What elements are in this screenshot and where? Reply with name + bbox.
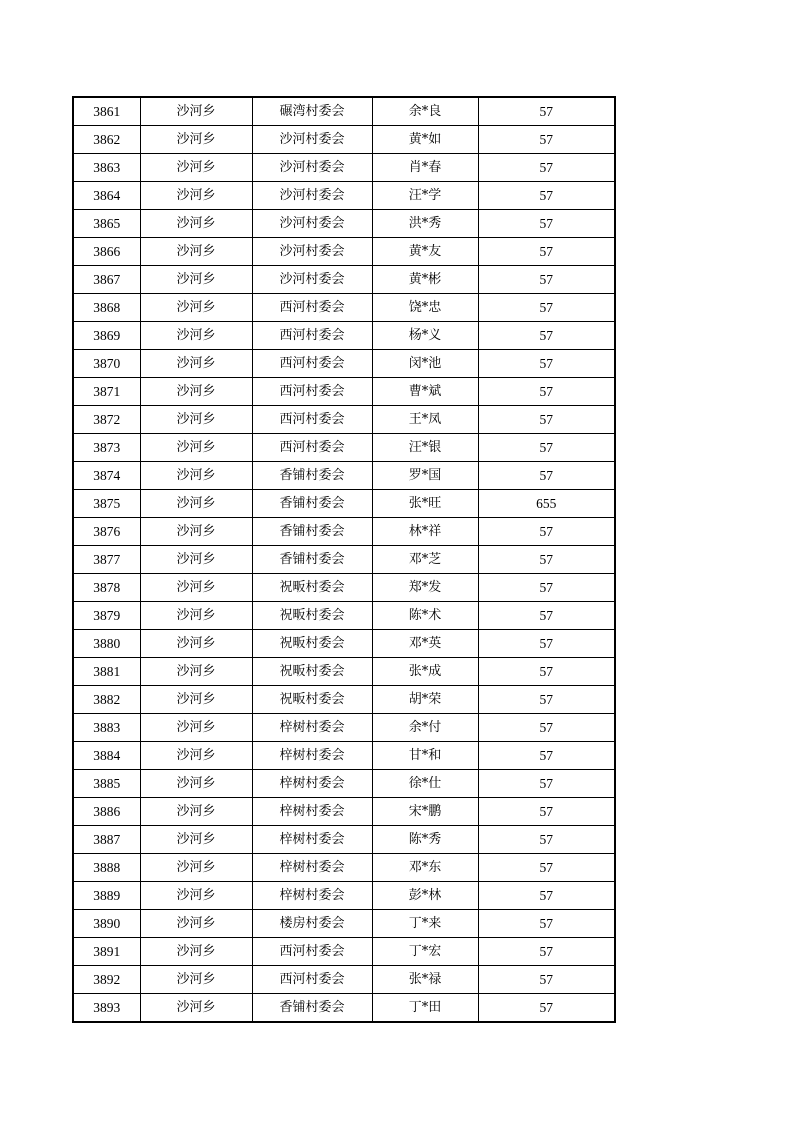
serial-number-cell: 3887 <box>73 826 140 854</box>
serial-number-cell: 3871 <box>73 378 140 406</box>
person-name-cell: 罗*国 <box>372 462 478 490</box>
township-cell: 沙河乡 <box>140 238 252 266</box>
village-committee-cell: 梓树村委会 <box>252 770 372 798</box>
amount-cell: 57 <box>478 406 615 434</box>
amount-cell: 57 <box>478 266 615 294</box>
township-cell: 沙河乡 <box>140 322 252 350</box>
table-row <box>73 97 615 126</box>
township-cell: 沙河乡 <box>140 742 252 770</box>
person-name-cell: 余*付 <box>372 714 478 742</box>
village-committee-cell: 香铺村委会 <box>252 518 372 546</box>
township-cell: 沙河乡 <box>140 658 252 686</box>
township-cell: 沙河乡 <box>140 826 252 854</box>
serial-number-cell: 3879 <box>73 602 140 630</box>
township-cell: 沙河乡 <box>140 546 252 574</box>
serial-number-cell: 3865 <box>73 210 140 238</box>
table-row <box>73 490 615 518</box>
amount-cell: 57 <box>478 210 615 238</box>
serial-number-cell: 3867 <box>73 266 140 294</box>
table-row <box>73 798 615 826</box>
table-body <box>73 97 615 1022</box>
table-row <box>73 154 615 182</box>
amount-cell: 57 <box>478 854 615 882</box>
village-committee-cell: 梓树村委会 <box>252 798 372 826</box>
village-committee-cell: 祝畈村委会 <box>252 686 372 714</box>
serial-number-cell: 3893 <box>73 994 140 1023</box>
table-row <box>73 574 615 602</box>
table-row <box>73 770 615 798</box>
amount-cell: 57 <box>478 378 615 406</box>
amount-cell: 57 <box>478 462 615 490</box>
person-name-cell: 张*禄 <box>372 966 478 994</box>
table-row <box>73 630 615 658</box>
serial-number-cell: 3876 <box>73 518 140 546</box>
person-name-cell: 汪*学 <box>372 182 478 210</box>
amount-cell: 57 <box>478 154 615 182</box>
person-name-cell: 黄*如 <box>372 126 478 154</box>
serial-number-cell: 3888 <box>73 854 140 882</box>
serial-number-cell: 3884 <box>73 742 140 770</box>
person-name-cell: 王*凤 <box>372 406 478 434</box>
table-row <box>73 294 615 322</box>
township-cell: 沙河乡 <box>140 126 252 154</box>
village-committee-cell: 西河村委会 <box>252 434 372 462</box>
person-name-cell: 彭*林 <box>372 882 478 910</box>
serial-number-cell: 3863 <box>73 154 140 182</box>
township-cell: 沙河乡 <box>140 97 252 126</box>
village-committee-cell: 梓树村委会 <box>252 714 372 742</box>
serial-number-cell: 3872 <box>73 406 140 434</box>
amount-cell: 57 <box>478 798 615 826</box>
village-committee-cell: 梓树村委会 <box>252 742 372 770</box>
amount-cell: 57 <box>478 630 615 658</box>
serial-number-cell: 3862 <box>73 126 140 154</box>
table-row <box>73 882 615 910</box>
amount-cell: 57 <box>478 826 615 854</box>
serial-number-cell: 3883 <box>73 714 140 742</box>
township-cell: 沙河乡 <box>140 294 252 322</box>
township-cell: 沙河乡 <box>140 406 252 434</box>
person-name-cell: 饶*忠 <box>372 294 478 322</box>
person-name-cell: 闵*池 <box>372 350 478 378</box>
amount-cell: 57 <box>478 882 615 910</box>
township-cell: 沙河乡 <box>140 882 252 910</box>
person-name-cell: 邓*英 <box>372 630 478 658</box>
village-committee-cell: 沙河村委会 <box>252 182 372 210</box>
serial-number-cell: 3877 <box>73 546 140 574</box>
table-row <box>73 714 615 742</box>
village-committee-cell: 祝畈村委会 <box>252 630 372 658</box>
amount-cell: 57 <box>478 602 615 630</box>
person-name-cell: 徐*仕 <box>372 770 478 798</box>
village-committee-cell: 西河村委会 <box>252 966 372 994</box>
village-committee-cell: 西河村委会 <box>252 406 372 434</box>
serial-number-cell: 3874 <box>73 462 140 490</box>
person-name-cell: 黄*彬 <box>372 266 478 294</box>
table-row <box>73 938 615 966</box>
serial-number-cell: 3873 <box>73 434 140 462</box>
serial-number-cell: 3892 <box>73 966 140 994</box>
serial-number-cell: 3878 <box>73 574 140 602</box>
village-committee-cell: 香铺村委会 <box>252 994 372 1023</box>
amount-cell: 57 <box>478 518 615 546</box>
village-committee-cell: 西河村委会 <box>252 350 372 378</box>
amount-cell: 57 <box>478 126 615 154</box>
amount-cell: 57 <box>478 686 615 714</box>
table-row <box>73 686 615 714</box>
table-row <box>73 518 615 546</box>
serial-number-cell: 3880 <box>73 630 140 658</box>
table-row <box>73 966 615 994</box>
township-cell: 沙河乡 <box>140 966 252 994</box>
serial-number-cell: 3882 <box>73 686 140 714</box>
person-name-cell: 洪*秀 <box>372 210 478 238</box>
table-row <box>73 378 615 406</box>
serial-number-cell: 3866 <box>73 238 140 266</box>
person-name-cell: 杨*义 <box>372 322 478 350</box>
amount-cell: 57 <box>478 322 615 350</box>
township-cell: 沙河乡 <box>140 490 252 518</box>
serial-number-cell: 3861 <box>73 97 140 126</box>
village-committee-cell: 沙河村委会 <box>252 238 372 266</box>
village-committee-cell: 祝畈村委会 <box>252 658 372 686</box>
serial-number-cell: 3868 <box>73 294 140 322</box>
table-row <box>73 854 615 882</box>
village-committee-cell: 沙河村委会 <box>252 154 372 182</box>
village-committee-cell: 香铺村委会 <box>252 490 372 518</box>
person-name-cell: 甘*和 <box>372 742 478 770</box>
township-cell: 沙河乡 <box>140 630 252 658</box>
village-committee-cell: 香铺村委会 <box>252 546 372 574</box>
township-cell: 沙河乡 <box>140 910 252 938</box>
table-row <box>73 182 615 210</box>
person-name-cell: 宋*鹏 <box>372 798 478 826</box>
amount-cell: 57 <box>478 994 615 1023</box>
village-committee-cell: 沙河村委会 <box>252 126 372 154</box>
serial-number-cell: 3870 <box>73 350 140 378</box>
village-committee-cell: 梓树村委会 <box>252 854 372 882</box>
amount-cell: 57 <box>478 434 615 462</box>
table-row <box>73 434 615 462</box>
person-name-cell: 邓*东 <box>372 854 478 882</box>
village-committee-cell: 楼房村委会 <box>252 910 372 938</box>
village-committee-cell: 梓树村委会 <box>252 826 372 854</box>
table-row <box>73 910 615 938</box>
table-row <box>73 826 615 854</box>
township-cell: 沙河乡 <box>140 378 252 406</box>
table-row <box>73 546 615 574</box>
table-row <box>73 322 615 350</box>
person-name-cell: 林*祥 <box>372 518 478 546</box>
township-cell: 沙河乡 <box>140 686 252 714</box>
amount-cell: 57 <box>478 97 615 126</box>
amount-cell: 57 <box>478 182 615 210</box>
serial-number-cell: 3875 <box>73 490 140 518</box>
amount-cell: 57 <box>478 910 615 938</box>
person-name-cell: 张*成 <box>372 658 478 686</box>
person-name-cell: 邓*芝 <box>372 546 478 574</box>
serial-number-cell: 3886 <box>73 798 140 826</box>
village-committee-cell: 西河村委会 <box>252 378 372 406</box>
amount-cell: 57 <box>478 938 615 966</box>
serial-number-cell: 3869 <box>73 322 140 350</box>
township-cell: 沙河乡 <box>140 574 252 602</box>
serial-number-cell: 3864 <box>73 182 140 210</box>
amount-cell: 57 <box>478 574 615 602</box>
person-name-cell: 张*旺 <box>372 490 478 518</box>
amount-cell: 57 <box>478 770 615 798</box>
amount-cell: 57 <box>478 350 615 378</box>
serial-number-cell: 3885 <box>73 770 140 798</box>
village-committee-cell: 沙河村委会 <box>252 266 372 294</box>
township-cell: 沙河乡 <box>140 210 252 238</box>
amount-cell: 57 <box>478 294 615 322</box>
table-row <box>73 266 615 294</box>
person-name-cell: 曹*斌 <box>372 378 478 406</box>
person-name-cell: 余*良 <box>372 97 478 126</box>
township-cell: 沙河乡 <box>140 938 252 966</box>
table-row <box>73 126 615 154</box>
table-row <box>73 462 615 490</box>
village-committee-cell: 沙河村委会 <box>252 210 372 238</box>
serial-number-cell: 3890 <box>73 910 140 938</box>
table-row <box>73 210 615 238</box>
table-row <box>73 742 615 770</box>
table-row <box>73 658 615 686</box>
township-cell: 沙河乡 <box>140 798 252 826</box>
person-name-cell: 丁*田 <box>372 994 478 1023</box>
township-cell: 沙河乡 <box>140 266 252 294</box>
table-row <box>73 406 615 434</box>
person-name-cell: 郑*发 <box>372 574 478 602</box>
amount-cell: 57 <box>478 546 615 574</box>
person-name-cell: 肖*春 <box>372 154 478 182</box>
village-committee-cell: 梓树村委会 <box>252 882 372 910</box>
person-name-cell: 黄*友 <box>372 238 478 266</box>
amount-cell: 57 <box>478 742 615 770</box>
township-cell: 沙河乡 <box>140 350 252 378</box>
person-name-cell: 汪*银 <box>372 434 478 462</box>
township-cell: 沙河乡 <box>140 770 252 798</box>
township-cell: 沙河乡 <box>140 518 252 546</box>
township-cell: 沙河乡 <box>140 714 252 742</box>
township-cell: 沙河乡 <box>140 182 252 210</box>
table-row <box>73 602 615 630</box>
person-name-cell: 陈*秀 <box>372 826 478 854</box>
township-cell: 沙河乡 <box>140 602 252 630</box>
village-committee-cell: 西河村委会 <box>252 322 372 350</box>
person-name-cell: 丁*来 <box>372 910 478 938</box>
table-row <box>73 994 615 1023</box>
serial-number-cell: 3889 <box>73 882 140 910</box>
amount-cell: 57 <box>478 966 615 994</box>
amount-cell: 57 <box>478 658 615 686</box>
serial-number-cell: 3891 <box>73 938 140 966</box>
amount-cell: 57 <box>478 238 615 266</box>
village-committee-cell: 祝畈村委会 <box>252 602 372 630</box>
township-cell: 沙河乡 <box>140 434 252 462</box>
person-name-cell: 陈*术 <box>372 602 478 630</box>
village-committee-cell: 香铺村委会 <box>252 462 372 490</box>
amount-cell: 655 <box>478 490 615 518</box>
table-row <box>73 350 615 378</box>
subsidy-table <box>72 96 616 1023</box>
township-cell: 沙河乡 <box>140 854 252 882</box>
township-cell: 沙河乡 <box>140 462 252 490</box>
amount-cell: 57 <box>478 714 615 742</box>
table-row <box>73 238 615 266</box>
village-committee-cell: 碾湾村委会 <box>252 97 372 126</box>
township-cell: 沙河乡 <box>140 994 252 1023</box>
serial-number-cell: 3881 <box>73 658 140 686</box>
village-committee-cell: 祝畈村委会 <box>252 574 372 602</box>
person-name-cell: 丁*宏 <box>372 938 478 966</box>
village-committee-cell: 西河村委会 <box>252 294 372 322</box>
village-committee-cell: 西河村委会 <box>252 938 372 966</box>
person-name-cell: 胡*荣 <box>372 686 478 714</box>
township-cell: 沙河乡 <box>140 154 252 182</box>
